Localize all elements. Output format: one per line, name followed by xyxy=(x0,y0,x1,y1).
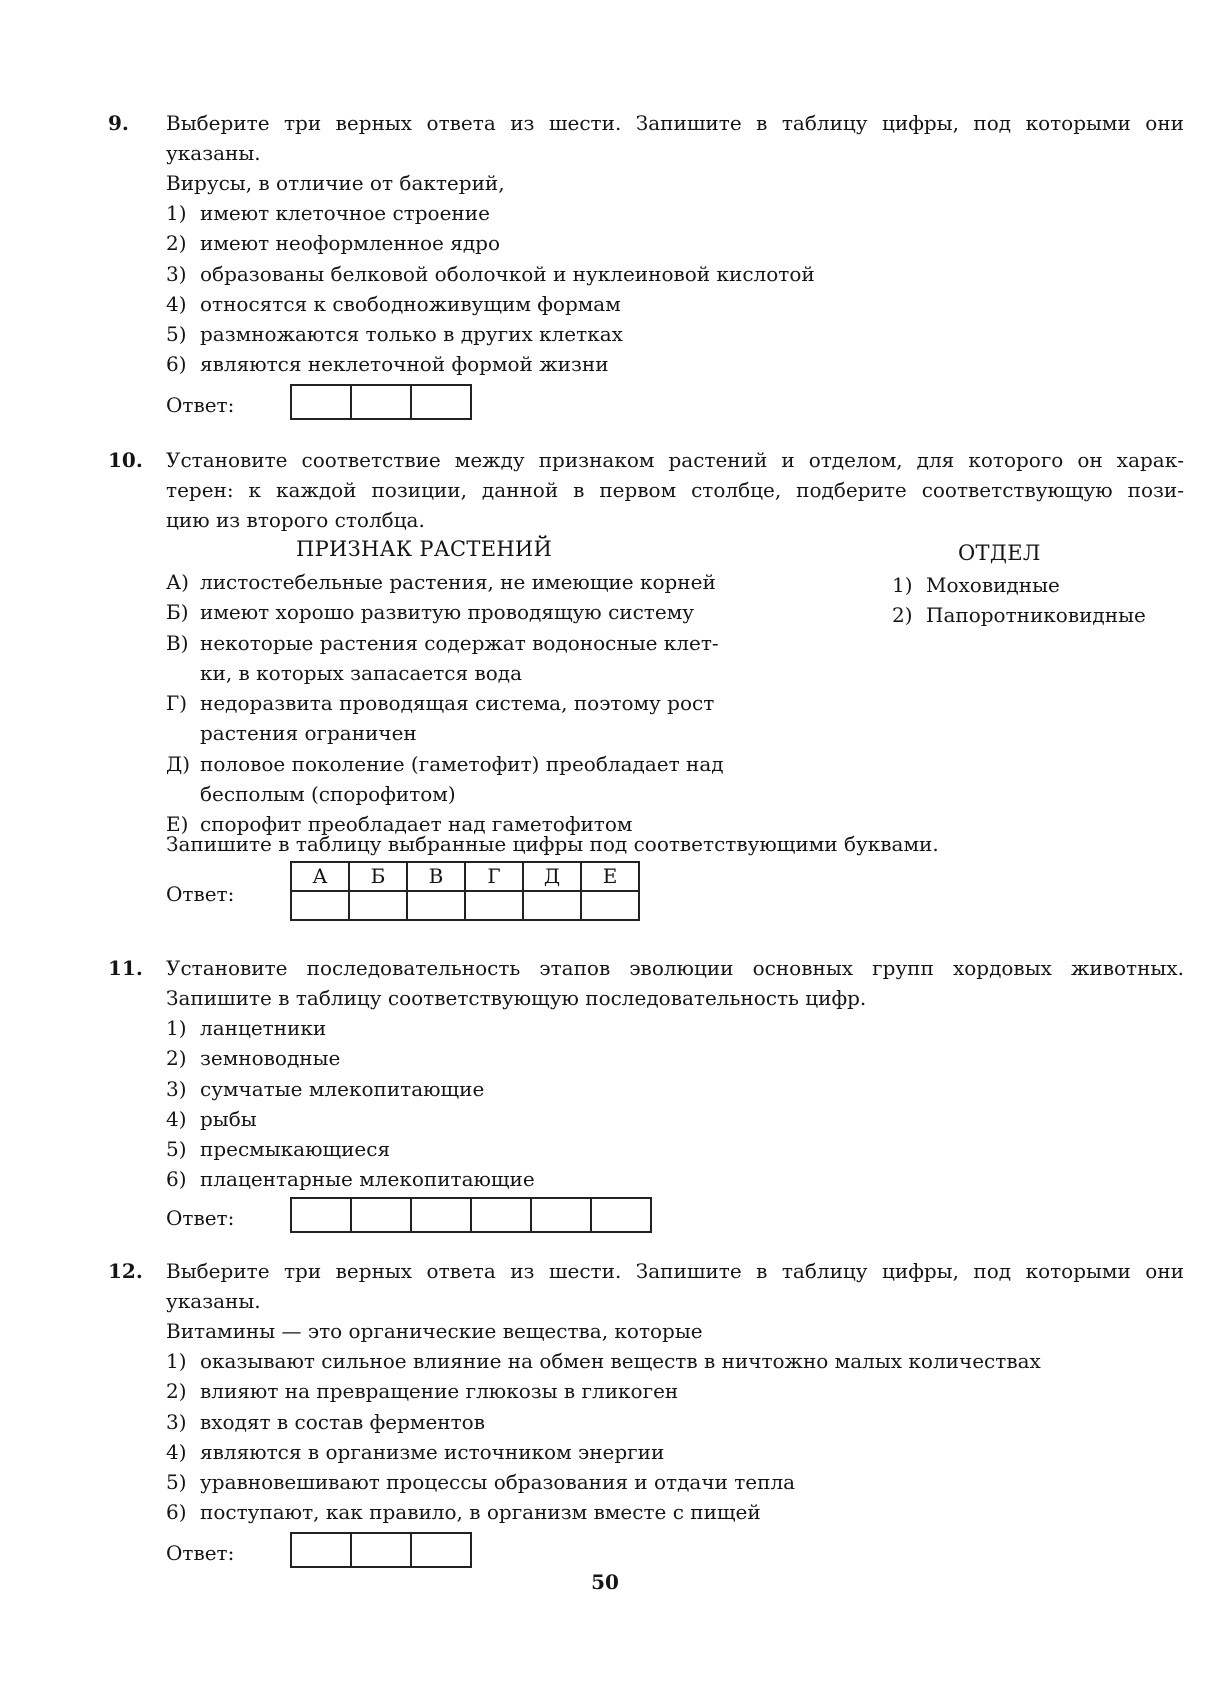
option-text: ланцетники xyxy=(200,1016,327,1040)
answer-boxes xyxy=(290,1532,472,1568)
option-item xyxy=(166,259,1184,289)
task-stem: Витамины — это органические вещества, которые xyxy=(166,1319,703,1343)
answer-cell[interactable] xyxy=(590,1199,650,1231)
option-item xyxy=(166,198,1184,228)
option-number: 3) xyxy=(166,261,187,286)
option-number: 5) xyxy=(166,1137,187,1162)
answer-boxes xyxy=(290,384,472,420)
task-number: 12. xyxy=(108,1259,143,1283)
table-header-cell: В xyxy=(407,862,465,891)
feature-item xyxy=(166,809,766,839)
answer-cell[interactable] xyxy=(350,1534,410,1566)
option-number: 6) xyxy=(166,1167,187,1192)
option-item xyxy=(166,289,1184,319)
option-item xyxy=(166,1346,1184,1376)
answer-label: Ответ: xyxy=(166,882,235,906)
option-item xyxy=(166,1134,1184,1164)
option-text: являются в организме источником энергии xyxy=(200,1439,665,1464)
answer-cell[interactable] xyxy=(410,1534,470,1566)
answer-cell[interactable] xyxy=(350,1199,410,1231)
option-item xyxy=(166,1467,1184,1497)
task-intro-line: Запишите в таблицу соответствующую последовательность цифр. xyxy=(166,986,867,1010)
feature-text: бесполым (спорофитом) xyxy=(200,782,456,807)
option-number: 6) xyxy=(166,352,187,377)
answer-cell[interactable] xyxy=(407,891,465,920)
right-column xyxy=(892,570,1192,631)
option-number: 2) xyxy=(166,231,187,256)
option-number: 1) xyxy=(166,1016,187,1040)
answer-row xyxy=(166,861,1184,927)
task-intro-line: цию из второго столбца. xyxy=(166,508,425,532)
feature-item xyxy=(166,567,766,597)
feature-item-cont xyxy=(166,779,766,809)
feature-letter: Д) xyxy=(166,751,191,776)
option-number: 4) xyxy=(166,1439,187,1464)
answer-row xyxy=(166,384,1184,424)
task-number: 11. xyxy=(108,956,143,980)
feature-letter: Е) xyxy=(166,812,189,837)
option-item xyxy=(166,1074,1184,1104)
option-number: 5) xyxy=(166,322,187,347)
feature-text: ки, в которых запасается вода xyxy=(200,660,522,685)
task-intro-line: Установите последовательность этапов эволюции основных групп хордовых животных. xyxy=(166,956,1184,980)
option-text: являются неклеточной формой жизни xyxy=(200,352,609,377)
answer-label: Ответ: xyxy=(166,1205,235,1230)
answer-cell[interactable] xyxy=(530,1199,590,1231)
option-item xyxy=(166,1497,1184,1527)
right-column-header: ОТДЕЛ xyxy=(958,541,1041,565)
division-number: 2) xyxy=(892,603,913,628)
option-item xyxy=(166,349,1184,379)
option-number: 1) xyxy=(166,1349,187,1373)
table-instruction: Запишите в таблицу выбранные цифры под соответствующими буквами. xyxy=(166,832,939,856)
answer-cell[interactable] xyxy=(470,1199,530,1231)
task-intro-line: указаны. xyxy=(166,1289,261,1313)
answer-cell[interactable] xyxy=(410,1199,470,1231)
option-text: оказывают сильное влияние на обмен веществ в ничтожно малых количествах xyxy=(200,1349,1041,1373)
feature-item-cont xyxy=(166,718,766,748)
feature-text: растения ограничен xyxy=(200,721,417,746)
feature-letter: В) xyxy=(166,630,189,655)
answer-cell[interactable] xyxy=(350,386,410,418)
feature-text: листостебельные растения, не имеющие корней xyxy=(200,570,716,594)
feature-text: некоторые растения содержат водоносные клет- xyxy=(200,630,719,655)
option-number: 3) xyxy=(166,1409,187,1434)
feature-item xyxy=(166,597,766,627)
option-number: 4) xyxy=(166,291,187,316)
table-header-cell: Г xyxy=(465,862,523,891)
option-item xyxy=(166,1013,1184,1043)
task-intro-line: Установите соответствие между признаком растений и отделом, для которого он харак- xyxy=(166,448,1184,472)
left-column xyxy=(166,567,766,840)
answer-cell[interactable] xyxy=(581,891,639,920)
option-text: относятся к свободноживущим формам xyxy=(200,291,621,316)
division-text: Папоротниковидные xyxy=(926,603,1146,628)
feature-item xyxy=(166,628,766,658)
answer-cell[interactable] xyxy=(292,1534,350,1566)
answer-cell[interactable] xyxy=(410,386,470,418)
feature-text: спорофит преобладает над гаметофитом xyxy=(200,812,633,837)
option-item xyxy=(166,1407,1184,1437)
task-10 xyxy=(108,445,1184,935)
answer-cell[interactable] xyxy=(465,891,523,920)
feature-item xyxy=(166,749,766,779)
option-item xyxy=(166,319,1184,349)
option-text: входят в состав ферментов xyxy=(200,1409,485,1434)
division-number: 1) xyxy=(892,573,913,597)
option-number: 3) xyxy=(166,1076,187,1101)
feature-letter: А) xyxy=(166,570,189,594)
option-text: образованы белковой оболочкой и нуклеиновой кислотой xyxy=(200,261,815,286)
option-number: 2) xyxy=(166,1379,187,1404)
left-column-header: ПРИЗНАК РАСТЕНИЙ xyxy=(296,537,553,561)
task-intro-line: терен: к каждой позиции, данной в первом столбце, подберите соответствующую пози- xyxy=(166,478,1184,502)
task-intro-line: указаны. xyxy=(166,141,261,165)
answer-cell[interactable] xyxy=(292,1199,350,1231)
task-12 xyxy=(108,1256,1184,1566)
feature-text: имеют хорошо развитую проводящую систему xyxy=(200,600,695,625)
division-text: Моховидные xyxy=(926,573,1060,597)
task-9 xyxy=(108,108,1184,428)
answer-label: Ответ: xyxy=(166,1540,235,1565)
table-header-cell: А xyxy=(291,862,349,891)
answer-boxes xyxy=(290,1197,652,1233)
task-stem: Вирусы, в отличие от бактерий, xyxy=(166,171,505,195)
task-11 xyxy=(108,953,1184,1243)
option-text: имеют клеточное строение xyxy=(200,201,490,225)
option-item xyxy=(166,1104,1184,1134)
answer-label: Ответ: xyxy=(166,392,235,417)
option-number: 2) xyxy=(166,1046,187,1071)
feature-item-cont xyxy=(166,658,766,688)
feature-item xyxy=(166,688,766,718)
option-item xyxy=(166,228,1184,258)
feature-letter: Г) xyxy=(166,691,188,716)
option-number: 4) xyxy=(166,1106,187,1131)
option-text: пресмыкающиеся xyxy=(200,1137,391,1162)
option-text: размножаются только в других клетках xyxy=(200,322,623,347)
option-text: имеют неоформленное ядро xyxy=(200,231,501,256)
option-text: поступают, как правило, в организм вместе с пищей xyxy=(200,1500,761,1525)
option-item xyxy=(166,1164,1184,1194)
option-number: 1) xyxy=(166,201,187,225)
matching-block xyxy=(166,535,1184,835)
option-text: уравновешивают процессы образования и отдачи тепла xyxy=(200,1470,796,1495)
answer-cell[interactable] xyxy=(523,891,581,920)
feature-text: недоразвита проводящая система, поэтому рост xyxy=(200,691,715,716)
matching-answer-table xyxy=(290,861,640,921)
feature-letter: Б) xyxy=(166,600,189,625)
option-number: 5) xyxy=(166,1470,187,1495)
page-number: 50 xyxy=(591,1570,619,1594)
option-item xyxy=(166,1437,1184,1467)
answer-row xyxy=(166,1532,1184,1572)
option-item xyxy=(166,1376,1184,1406)
answer-cell[interactable] xyxy=(349,891,407,920)
answer-cell[interactable] xyxy=(291,891,349,920)
option-text: влияют на превращение глюкозы в гликоген xyxy=(200,1379,679,1404)
option-text: сумчатые млекопитающие xyxy=(200,1076,485,1101)
option-text: земноводные xyxy=(200,1046,341,1071)
option-text: плацентарные млекопитающие xyxy=(200,1167,535,1192)
division-item xyxy=(892,570,1192,600)
division-item xyxy=(892,600,1192,630)
task-intro-line: Выберите три верных ответа из шести. Запишите в таблицу цифры, под которыми они xyxy=(166,111,1184,135)
table-header-cell: Б xyxy=(349,862,407,891)
option-item xyxy=(166,1043,1184,1073)
task-number: 9. xyxy=(108,111,129,135)
table-header-cell: Д xyxy=(523,862,581,891)
task-number: 10. xyxy=(108,448,143,472)
feature-text: половое поколение (гаметофит) преобладает над xyxy=(200,751,724,776)
answer-row xyxy=(166,1197,1184,1237)
table-header-cell: Е xyxy=(581,862,639,891)
answer-cell[interactable] xyxy=(292,386,350,418)
task-intro-line: Выберите три верных ответа из шести. Запишите в таблицу цифры, под которыми они xyxy=(166,1259,1184,1283)
option-text: рыбы xyxy=(200,1106,257,1131)
option-number: 6) xyxy=(166,1500,187,1525)
